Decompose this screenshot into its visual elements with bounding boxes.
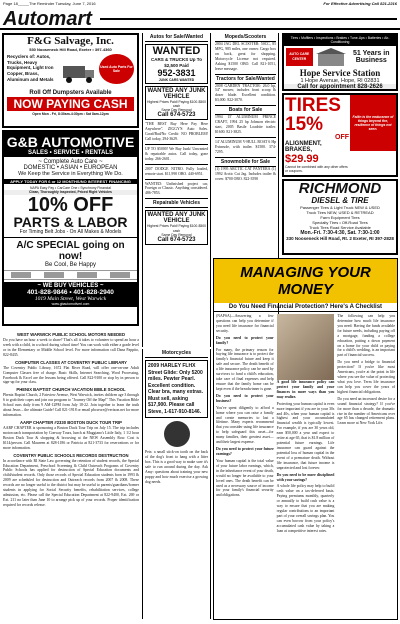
hope-logo-text: AUTO CARE CENTER <box>289 52 310 61</box>
richmond-l2: Truck Tires NEW, USED & RETREAD <box>306 210 374 215</box>
motorcycles-column <box>142 349 211 619</box>
section-title: Automart <box>3 8 92 30</box>
fg-body <box>4 52 137 90</box>
money-subhead: Do you need to be more disciplined with your savings? <box>276 472 335 482</box>
gb-sub: SALES • SERVICE • RENTALS <box>28 150 113 156</box>
classified-divider <box>145 179 208 180</box>
richmond-l1: Passenger Tires & Light Truck NEW & USED <box>300 205 380 210</box>
boat-classified-1: 1994 15' ALUMINUM PRINCE CRAFT, 1994 25 hp Johnson electric start, 2005 Basile Loadrite trailer. $1600. 821-3825. <box>215 115 276 134</box>
junk-foot: Same Day Removal <box>161 108 192 112</box>
mopeds-heading: Mopeds/Scooters <box>215 33 276 42</box>
money-photo <box>277 314 335 380</box>
money-subhead: Do you need to protect your future earnings? <box>216 447 274 456</box>
fg-hours: Open Mon - Fri, 8:30am-4:30pm • Sat 8am-12pm <box>32 112 109 116</box>
money-caption: A good life insurance policy can protect your family and your finances in more ways than you may realize. <box>276 380 335 399</box>
tires-right <box>350 95 396 151</box>
gb-slogan: We Keep the Service in Everything We Do. <box>18 171 123 177</box>
gb-automotive-ad <box>2 130 139 326</box>
tractor-classified: 2008 GARDEN TRACTOR: 26.0 hp, 54" mower, includes front scoop & dozer blade. Excellent condition. $3,000. 822-3070. <box>215 83 276 103</box>
wanted-title: WANTED <box>152 45 201 57</box>
money-subhead: Do you need to protect your family? <box>216 335 274 345</box>
scooter-classified: 2004 JAG DEL SCOOTER: 50CC, 85 MPG, 985 miles, one owner. Cargo box on back, great for shopping. Motorcycle License not required. Asking $1500 OBO. Call 821-1051, leave message. <box>215 42 276 71</box>
tires-left <box>284 95 350 175</box>
section-masthead <box>0 8 400 30</box>
hope-logo <box>286 48 313 66</box>
gb-web: www.gbautomotiveri.com <box>51 301 90 306</box>
snowmobile-heading: Snowmobile for Sale <box>215 157 276 167</box>
managing-money-feature <box>213 258 398 620</box>
fg-name: F&G Salvage, Inc. <box>27 35 114 47</box>
gb-brand-mark <box>11 272 31 278</box>
page-header-left: Page 18_____The Reminder Tuesday, June 7, 2016 <box>3 1 96 6</box>
article-body: The Coventry Public Library, 1672 Flat River Road, will offer one-on-one Adult Computer Classes free of charge. Basic Skills, Internet Searching, Word Processing, Facebook & Excel are the lessons being offered. Call 822-9100 or stop by in person to sign-up for your class. <box>3 365 139 385</box>
gb-ac: A/C SPECIAL going on now! <box>16 239 125 262</box>
article-heading: COMPUTER CLASSES AT COVENTRY PUBLIC LIBRARY <box>15 359 127 365</box>
motorcycles-heading: Motorcycles <box>145 349 208 358</box>
tires-fine: Cannot be combined with any other offers or coupons. <box>285 165 348 174</box>
gb-care: ~ Complete Auto Care ~ <box>38 159 103 165</box>
wanted-phone: 952-3831 <box>157 68 196 79</box>
gb-divider <box>4 237 137 238</box>
fg-rolloff: Roll Off Dumpsters Available <box>29 90 112 96</box>
junk2-foot: Same Day Removal <box>161 232 192 237</box>
gb-napa: NAPA Easy Pay • CarCare One • Synchrony Financial <box>30 186 111 190</box>
hope-name: Hope Service Station <box>299 67 381 78</box>
fg-salvage-ad <box>2 33 139 128</box>
gb-buy: ~ WE BUY VEHICLES ~ <box>37 282 104 289</box>
junk-phone: Call 674-5723 <box>157 112 196 119</box>
money-text: For many, the primary reason for buying life insurance is to protect the family's financial future and keep it safe and secure. The death benefit of a life insurance policy can be used by survivors to fund a child's education, take care of final expenses and help ensure that the family home can be kept even if the breadwinner is gone. <box>216 347 274 391</box>
money-banner: MANAGING YOUR MONEY <box>214 259 397 303</box>
tractors-heading: Tractors for Sale/Wanted <box>216 75 275 82</box>
money-text: The following can help you determine how much life insurance you need: Having the funds available for future needs, including paying off a mortgage, funding a college education, putting a down payment on a home for your child or paying for a child's wedding, is an important part of financial success. <box>337 314 396 358</box>
money-text: Do you need a bridge to financial protection? If you're like most Americans, you're at the point in life where you see the value of protecting what you love. Term life insurance can help you cover the years of highest financial obligations. <box>337 360 396 394</box>
tires-quote: Fallin is the endurance of things beyond fire, resilience of things not seen. <box>352 114 394 132</box>
ask-amy-text: Pets: a small stick-on tooth on the back of the dog's front to hang with a litter box. This is a good way to make sure it's safe to run around during the day. Ask Amy: questions about training your new puppy and how much exercise a growing dog needs. <box>145 450 208 484</box>
hope-years: 51 Years in Business <box>353 49 390 64</box>
junk-ad-2 <box>145 210 208 245</box>
junk-sub: Highest Prices Paid! Paying $100-$500 cash <box>147 99 206 108</box>
fg-address: 530 Nooseneck Hill Road, Exeter • 397-4360 <box>29 47 112 52</box>
gb-discount: 10% OFF <box>27 193 114 216</box>
article-heading: PHENIX BAPTIST CHURCH VACATION BIBLE SCHOOL <box>16 387 126 393</box>
ask-amy-logo <box>164 421 190 447</box>
autos-classifieds <box>142 33 211 347</box>
richmond-hours: Mon.-Fri. 7:30-4:30, Sat. 7:30-1:00 <box>300 230 380 236</box>
article-body: Do you have an hour a week to share? That's all it takes to volunteer to spend an hour a week with a child, in a school during school time! You can work with either a grade level or in the Elementary or Middle School level. For more information call Dana Pappito, 822-8435. <box>3 338 139 357</box>
richmond-l4: Specialty Tires • Off-Road Tires <box>312 220 368 225</box>
gb-makes: DOMESTIC • ASIAN • EUROPEAN <box>23 165 118 171</box>
money-col-1 <box>216 314 274 536</box>
gb-phone: 401-828-9846 • 401-828-2940 <box>27 288 114 296</box>
boats-heading: Boats for Sale <box>215 105 276 115</box>
community-articles <box>3 330 139 620</box>
masthead-rule <box>100 18 397 20</box>
tires-ad <box>282 93 398 177</box>
boat-classified-2: 14' ALUMINUM V-HULL BOAT 6 Hp Evinrude, with trailer. $1500. 374-7295. <box>215 139 276 154</box>
hope-service-ad <box>282 33 398 91</box>
tires-off: OFF <box>335 134 349 141</box>
hope-services-row: Tires • Mufflers • Inspections • Brakes • Tune-Ups • Batteries • Air-Conditioning <box>284 35 396 46</box>
gb-name: G&B AUTOMOTIVE <box>6 134 135 150</box>
money-text: You've spent diligently to afford a home where you can raise a family and create memories to last a lifetime. Many experts recommend that you consider using life insurance to help safeguard this asset—for many families, their greatest asset—and their largest expense. <box>216 405 274 445</box>
wanted-project-classified: WANTED: Unfinished project car, Foreign or Classic. Anything considered. 486-7853. <box>145 181 208 196</box>
richmond-l5: Truck Tires Road Service Available <box>309 225 371 230</box>
classified-divider <box>145 164 208 165</box>
up-to-classified: UP TO $5000! We Buy Junk/ Unwanted & repairable autos. Call today, gone today. 266-2601. <box>145 146 208 161</box>
tires-price: $29.99 <box>285 153 319 165</box>
fg-recyclers: Recyclers of: Autos, Trucks, Heavy Equipment, Light Iron Copper, Brass, Aluminum and Metals <box>7 54 54 82</box>
article-body: AARP CHAPTER is sponsoring a Boston Duck Tour Trip on July 15. The trip includes motorcoach transportation by Conway Tours, lunch at Maggiano's Little Italy, 1 1/2 hour Boston Duck Tour & shopping & browsing at the NEW Assembly Row. Cost is $114/person. Call Maureen at 828-1186 or Patricia at 821-3733 for reservations or for more information. <box>3 425 139 450</box>
money-subhead: Do you need to protect your business? <box>216 393 274 403</box>
junk2-phone: Call 674-5723 <box>157 237 196 244</box>
fg-paying-cash: NOW PAYING CASH <box>7 97 134 111</box>
richmond-sub: DIESEL & TIRE <box>311 196 369 205</box>
gb-financing: APPLY TODAY FOR 6 or 12 MONTHS/NO INTEREST FINANCING <box>4 179 137 184</box>
richmond-name: RICHMOND <box>298 180 382 197</box>
money-text: Do you need an increased desire for a sound financial strategy? If you've for more than a decade, the dramatic rise in the number of Americans over age 65 has changed retirement plans. Learn more at New York Life. <box>337 396 396 426</box>
tires-body <box>284 95 396 175</box>
wanted-foot: JUNK CARS WANTED <box>158 78 195 83</box>
money-col-2 <box>277 314 335 536</box>
article-body: Phenix Baptist Church, 2 Fairview Avenue, West Warwick, invites children age 3 through 6 to grab their capes and join our program to "Journey Off the Map!" This Vacation Bible School runs daily from 9 AM-12PM from July 18-22. Join together to learn the truth about Jesus – the ultimate Guide! Call 821-1918 or email pbcsecre@verizon.net for more information. <box>3 393 139 418</box>
richmond-ad <box>282 179 398 255</box>
junk2-sub: Highest Prices Paid! Paying $100-$500 cash <box>147 224 206 233</box>
gb-timing: For Timing Belt Jobs - On All Makes & Models <box>19 228 122 235</box>
junk-ad <box>145 86 208 121</box>
hope-building-icon <box>316 48 346 66</box>
fg-used-parts-badge <box>99 54 134 84</box>
fg-badge-text: Used Auto Parts For Sale <box>100 64 133 73</box>
hope-body <box>284 46 396 68</box>
article-heading: COVENTRY PUBLIC SCHOOLS RECORDS DESTRUCTION <box>13 452 129 458</box>
money-text: Protecting your human capital is even more important if you are in your 30s and 40s, when your human capital is highest and your accumulated financial wealth is typically lowest. For example, if you are 30 years old, earn $50,000 a year and expect to retire at age 65, that is $1.8 million of potential future earnings. Life insurance can guard against the potential loss of human capital in the event of a premature death. Without life insurance, that future income is unprotected and lost forever. <box>276 401 335 470</box>
autos-heading: Autos for Sale/Wanted <box>145 33 208 42</box>
wanted-sub: CARS & TRUCKS Up To $2,500 Paid <box>151 57 202 68</box>
harley-classified: 2009 HARLEY FLHX Street Glide: Only 5200 miles. Pewter Pearl. Excellent condition. Clear bra, many extras. Must sell, asking $17,900. Please call Steve, 1-617-910-8146. <box>145 360 208 418</box>
gb-brands <box>4 270 137 280</box>
classified-divider <box>215 137 276 138</box>
article-heading: WEST WARWICK PUBLIC SCHOOL MOTORS NEEDED <box>17 332 125 337</box>
gb-header <box>4 132 137 157</box>
money-text: Your human capital is the total value of your future labor earnings, which, in the inheritance event of your death, would no longer be available to your loved ones. The death benefit can be used as a necessary source of income for your family's financial security and obligations. <box>216 458 274 498</box>
article-heading: AARP CHAPTER #2330 BOSTON DUCK TOUR TRIP <box>20 419 122 425</box>
wanted-ad <box>145 44 208 84</box>
money-question: Do You Need Financial Protection? Here's A Checklist <box>214 303 397 312</box>
gb-parts-labor: PARTS & LABOR <box>13 213 128 230</box>
money-col-3 <box>337 314 395 536</box>
money-text: A whole life policy may help to build cash value on a tax-deferred basis. Paying premiums monthly, quarterly or annually to build cash value is a way to ensure that you are making regular contributions to an important part of your overall savings plan. You can even borrow from your policy's accumulated cash value by taking a loan at competitive interest rates. <box>276 484 335 533</box>
snowmobile-classified: (1) 1995 ARCTIC CAT PANTERA (1) 1992 Arctic Cat Jag. Includes trailer & cover. $700 OBO. 822-3590 <box>215 166 276 181</box>
fg-truck-icon <box>61 54 97 88</box>
gb-footer <box>4 282 137 307</box>
richmond-l3: Farm Equipment Tires <box>320 215 360 220</box>
hope-addr: 1 Hope Avenue, Hope, RI 02831 <box>300 77 380 84</box>
money-columns <box>214 312 397 538</box>
richmond-addr: 330 Nooseneck Hill Road, Rt. 2 Exeter, RI 397-2828 <box>286 236 394 241</box>
gb-brand-mark <box>77 272 97 278</box>
page-header-right: For Effective Advertising Call 821-2216 <box>323 1 397 6</box>
repairable-heading: Repairable Vehicles <box>145 198 208 208</box>
gb-addr: 1019 Main Street, West Warwick <box>34 295 107 302</box>
best-buy-classified: "THE BEST Buy Here Pay Here Anywhere". ZIGGY'S Auto Sales. Good/Bad/No Credit: NO PROBLEM! Call today, 294-3629. <box>145 122 208 142</box>
gb-cool: Be Cool, Be Happy <box>44 261 97 268</box>
rhyda-name <box>284 175 396 178</box>
gb-brand-mark <box>44 272 64 278</box>
junk-title: WANTED ANY JUNK VEHICLE <box>147 87 206 100</box>
classified-divider <box>145 144 208 145</box>
gb-inspected: Clean, Thoroughly Inspected, Priced Right Vehicles <box>4 190 137 194</box>
tires-align: ALIGNMENT, BRAKES, <box>285 141 322 153</box>
gb-brand-mark <box>110 272 130 278</box>
hope-appt: Call for appointment 828-2626 <box>284 84 396 90</box>
junk2-title: WANTED ANY JUNK VEHICLE <box>147 212 206 225</box>
money-text: (NAPSA)—Answering a few questions can help you determine if you need life insurance for financial security. <box>216 314 274 333</box>
dodge-classified: 2007 DODGE NITRO. Fully loaded, remote start. $11,990 OBO. 440-6951. <box>145 166 208 176</box>
page-header-bar <box>0 0 400 8</box>
article-body: In accordance with RI State Law governing the retention of student records, the Special Education Department, Preschool Screening & Child Outreach Programs of Coventry Public Schools has applied for destruction of Special Education documents and child/student records. Only those records of Special Education students born in 1993 & 2009 are scheduled for destruction and Outreach records from 2007 & 2008. These records are no longer useful to the district but may be useful to parents/guardians/former students in applying for Social Security benefits, rehabilitation services, college admission, etc. Please call the Special Education Department at 822-9400, Ext. 269 or Ext. 211 no later than June 10 to arrange pick up of your records. Proper identification required for records release. <box>3 458 139 507</box>
tires-big: TIRES 15% <box>285 95 341 135</box>
